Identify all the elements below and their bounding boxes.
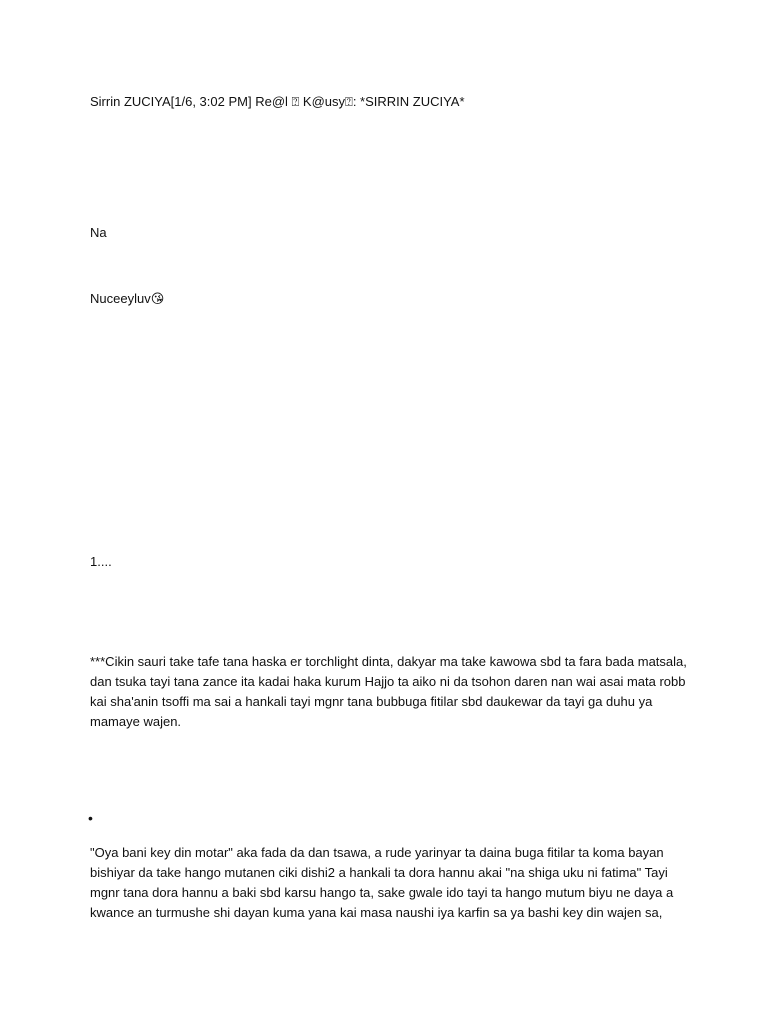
paragraph-line: ***Cikin sauri take tafe tana haska er torchlight dinta, dakyar ma take kawowa sbd ta fara bada matsala,: [90, 654, 687, 669]
paragraph-line: dan tsuka tayi tana zance ita kadai haka kurum Hajjo ta aiko ni da tsohon daren nan wai asai mata robb: [90, 674, 686, 689]
paragraph-dialogue: [90, 843, 690, 923]
paragraph-line: kai sha'anin tsoffi ma sai a hankali tayi mgnr tana bubbuga fitilar sbd daukewar da tayi ga duhu ya: [90, 694, 653, 709]
chapter-number: 1....: [90, 554, 112, 569]
author-name: Nuceeyluv😘: [90, 291, 165, 306]
paragraph-line: bishiyar da take hango mutanen ciki dishi2 a hankali ta dora hannu akai "na shiga uku ni fatima" Tayi: [90, 865, 668, 880]
paragraph-line: mamaye wajen.: [90, 714, 182, 729]
paragraph-line: mgnr tana dora hannu a baki sbd karsu hango ta, sake gwale ido tayi ta hango mutum biyu ne daya a: [90, 885, 674, 900]
paragraph-line: "Oya bani key din motar" aka fada da dan tsawa, a rude yarinyar ta daina buga fitilar ta koma bayan: [90, 845, 664, 860]
chat-header-line: Sirrin ZUCIYA[1/6, 3:02 PM] Re@l ⍰ K@usy⍰: *SIRRIN ZUCIYA*: [90, 94, 465, 109]
na-label: Na: [90, 225, 107, 240]
bullet-mark: •: [88, 810, 93, 826]
paragraph-intro: [90, 652, 690, 732]
paragraph-line: kwance an turmushe shi dayan kuma yana kai masa naushi iya karfin sa ya bashi key din wajen sa,: [90, 905, 663, 920]
